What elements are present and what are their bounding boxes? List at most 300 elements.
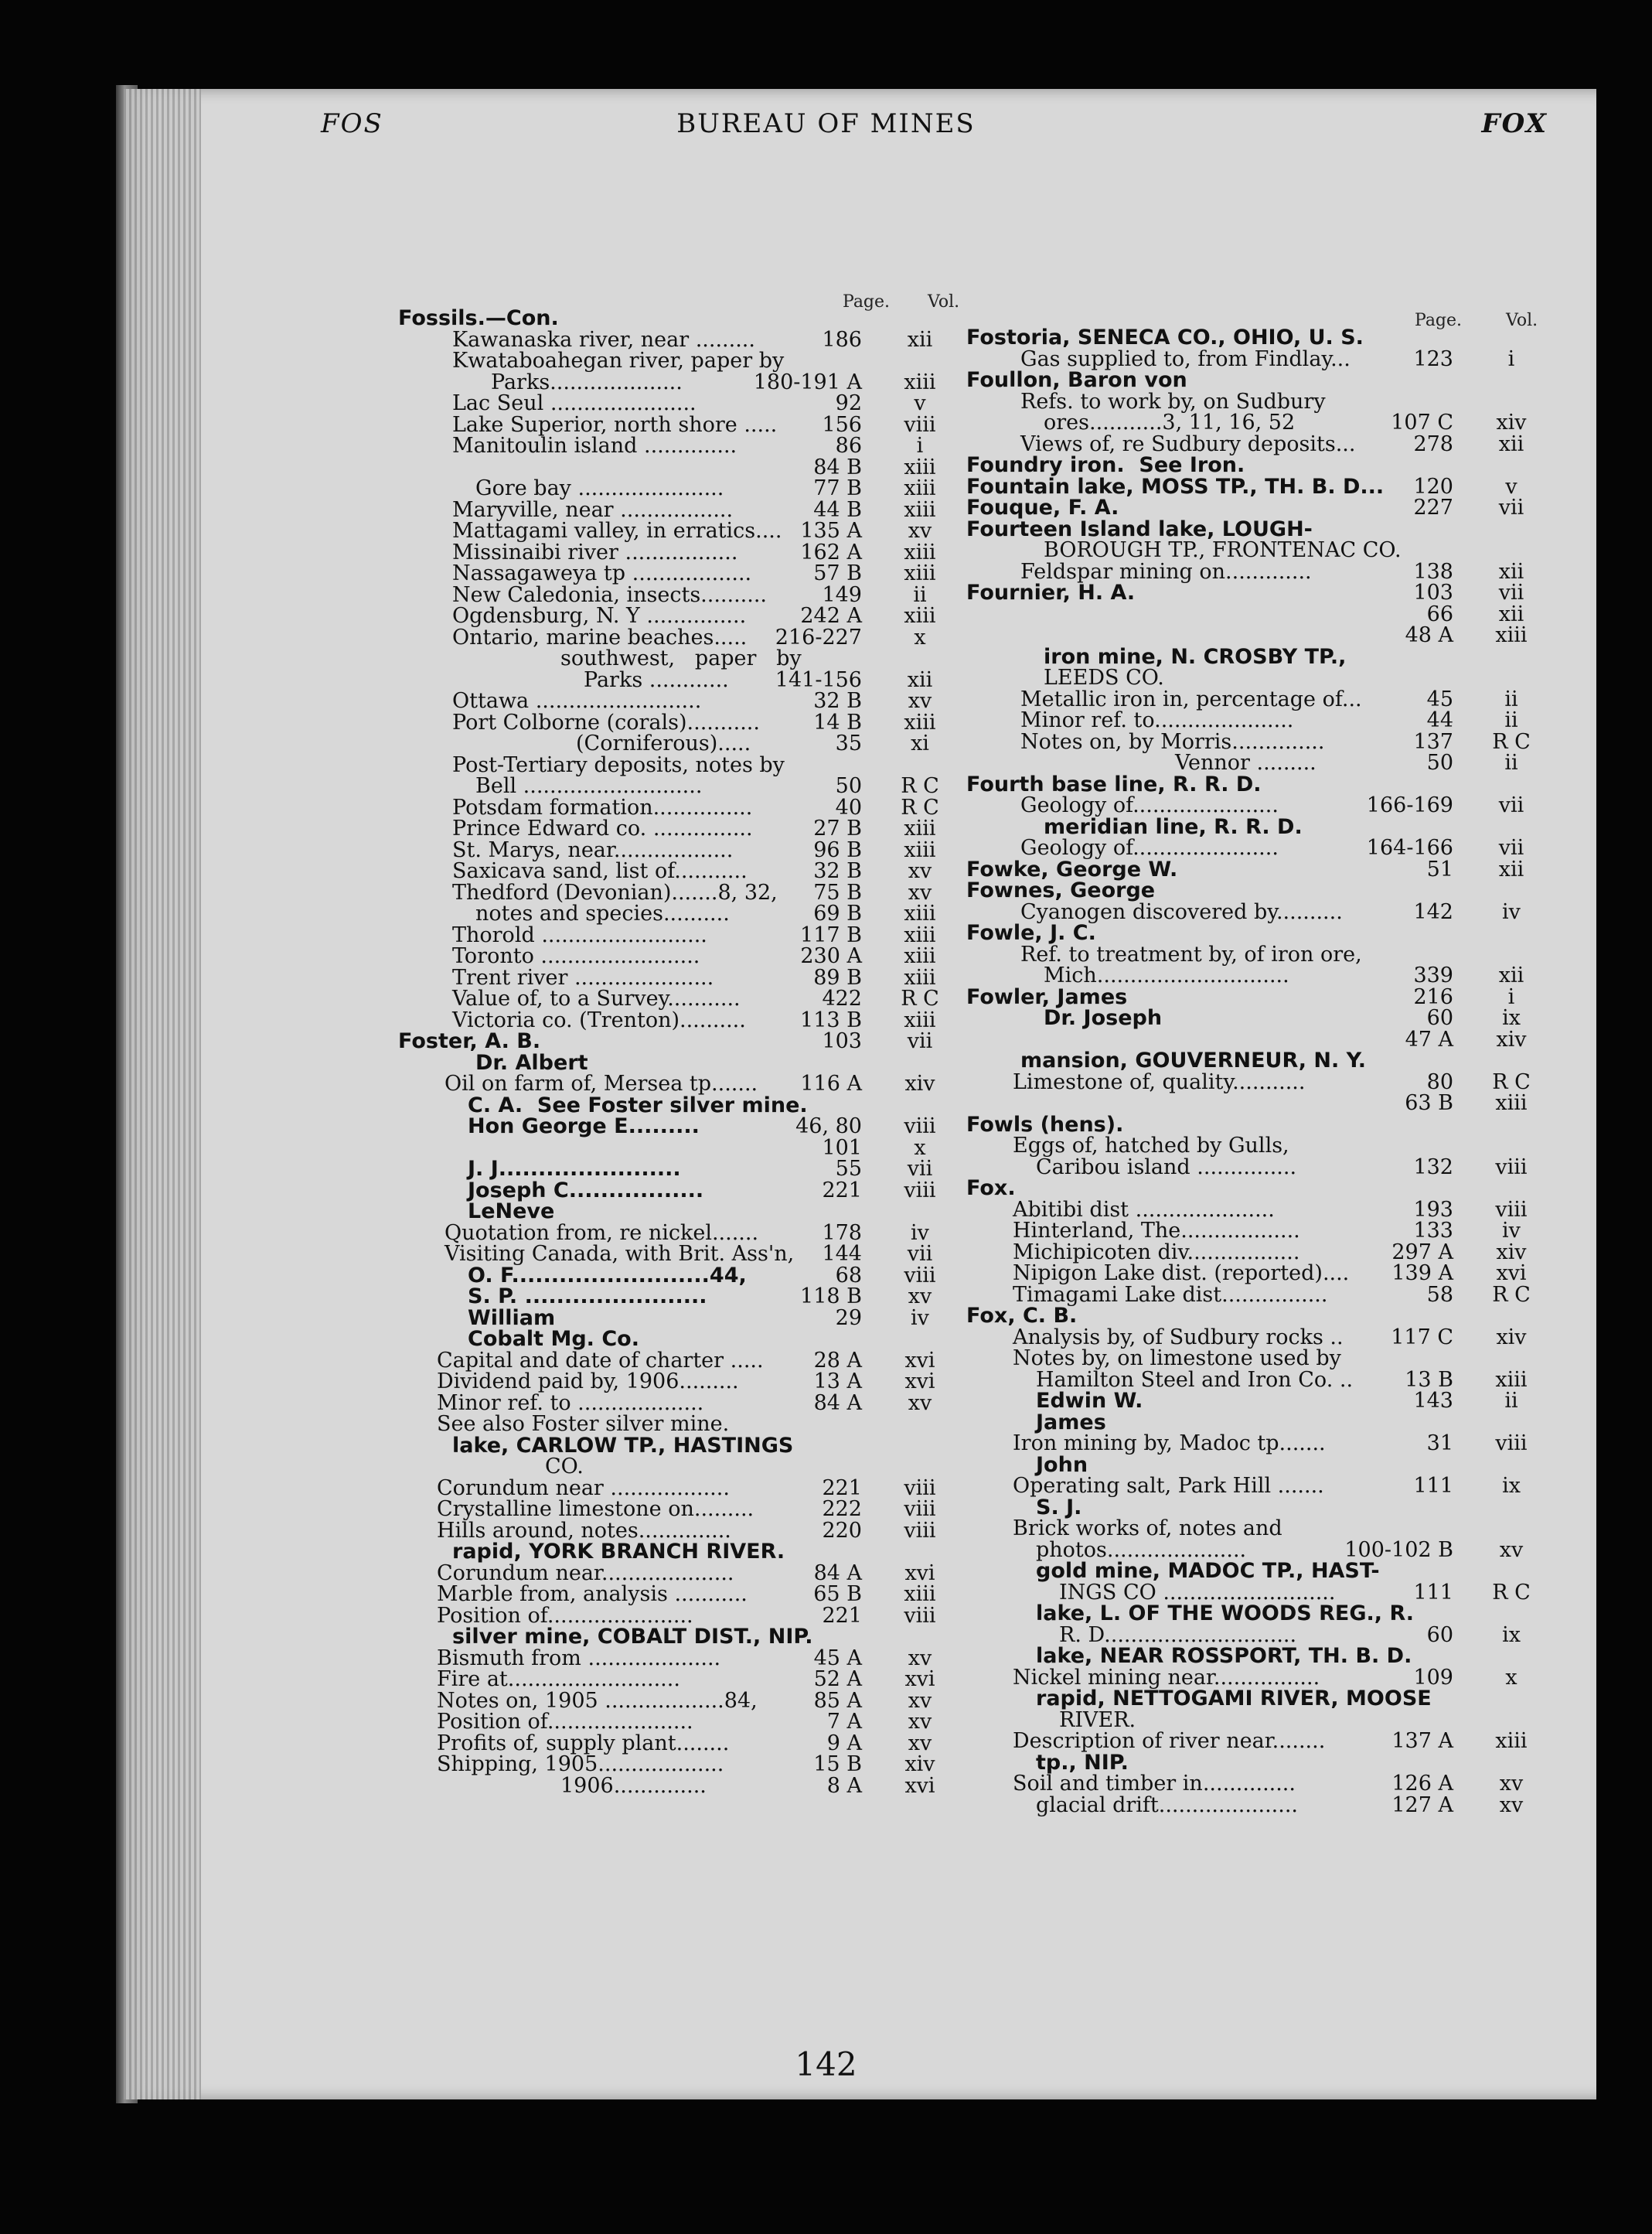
entry-volume: xiii — [904, 476, 936, 500]
index-entry — [966, 497, 1546, 519]
index-entry — [398, 393, 955, 414]
entry-page: 27 B — [813, 817, 862, 841]
index-entry — [398, 1095, 955, 1117]
entry-volume: xiv — [1496, 1325, 1527, 1349]
entry-text: Trent river ..................... — [452, 965, 714, 990]
index-entry — [398, 457, 955, 479]
entry-volume: xiii — [904, 604, 936, 628]
entry-text: Cyanogen discovered by.......... — [1020, 899, 1343, 924]
entry-volume: xiii — [904, 497, 936, 522]
entry-text: Caribou island ............... — [1036, 1155, 1297, 1179]
header-title: BUREAU OF MINES — [676, 108, 976, 139]
entry-volume: xii — [1498, 857, 1524, 882]
entry-text: Fox, C. B. — [966, 1304, 1078, 1328]
entry-page: 77 B — [813, 476, 862, 500]
page-gutter — [124, 89, 201, 2099]
entry-page: 13 A — [813, 1369, 862, 1393]
entry-text: Nickel mining near................ — [1013, 1665, 1320, 1690]
index-entry — [398, 1031, 955, 1052]
entry-page: 28 A — [813, 1348, 862, 1373]
entry-text: photos..................... — [1036, 1537, 1247, 1562]
entry-page: 86 — [835, 434, 862, 458]
entry-text: Hills around, notes.............. — [437, 1518, 731, 1543]
index-entry — [398, 582, 955, 607]
entry-text: Hon George E......... — [468, 1114, 700, 1138]
entry-page: 222 — [822, 1497, 862, 1521]
index-entry — [966, 1050, 1546, 1072]
index-entry — [966, 1752, 1546, 1774]
entry-volume: xv — [1499, 1772, 1524, 1796]
entry-page: 8 A — [826, 1773, 862, 1798]
entry-volume: xiii — [904, 817, 936, 841]
entry-volume: xiii — [1495, 1091, 1528, 1115]
index-entry — [398, 946, 955, 967]
index-entry — [966, 1792, 1546, 1817]
entry-page: 52 A — [813, 1667, 862, 1691]
entry-volume: vii — [1498, 496, 1524, 520]
index-entry — [966, 1475, 1546, 1497]
entry-text: Feldspar mining on............. — [1020, 559, 1312, 584]
index-entry — [398, 1286, 955, 1308]
entry-text: Potsdam formation............... — [452, 795, 753, 820]
entry-volume: i — [1507, 984, 1515, 1009]
index-entry — [966, 1667, 1546, 1689]
entry-page: 141-156 — [775, 667, 862, 692]
entry-volume: xiv — [1496, 1027, 1527, 1052]
entry-page: 186 — [822, 327, 862, 352]
entry-text: Ref. to treatment by, of iron ore, — [1020, 942, 1362, 967]
entry-text: Fowler, James — [966, 984, 1128, 1009]
entry-text: Bell ........................... — [475, 774, 703, 798]
entry-text: rapid, YORK BRANCH RIVER. — [452, 1540, 785, 1564]
entry-text: Geology of...................... — [1020, 793, 1279, 817]
entry-text: southwest, paper by — [560, 646, 802, 670]
index-entry — [966, 1284, 1546, 1306]
index-entry — [966, 1199, 1546, 1221]
entry-volume: iv — [1502, 1219, 1521, 1243]
entry-page: 57 B — [813, 561, 862, 585]
entry-page: 35 — [835, 732, 862, 755]
entry-text: Manitoulin island .............. — [452, 434, 737, 458]
entry-volume: ix — [1502, 1474, 1521, 1498]
index-entry — [398, 1390, 955, 1415]
entry-text: Ottawa ......................... — [452, 689, 702, 713]
entry-volume: xv — [908, 1710, 932, 1734]
entry-text: RIVER. — [1059, 1707, 1136, 1732]
entry-text: Ogdensburg, N. Y ............... — [452, 604, 747, 628]
entry-page: 118 B — [800, 1284, 862, 1308]
entry-text: New Caledonia, insects.......... — [452, 582, 768, 607]
entry-text: Fountain lake, MOSS TP., TH. B. D... — [966, 474, 1385, 499]
index-entry — [966, 899, 1546, 924]
index-entry — [398, 1305, 955, 1330]
entry-volume: xiv — [1496, 1240, 1527, 1264]
entry-page: 69 B — [813, 902, 862, 926]
entry-text: Foundry iron. See Iron. — [966, 453, 1245, 477]
entry-volume: xiv — [904, 1072, 935, 1096]
index-entry — [966, 519, 1546, 541]
entry-page: 133 — [1413, 1219, 1453, 1243]
index-entry — [966, 1157, 1546, 1178]
index-entry — [966, 1773, 1546, 1795]
entry-volume: xiii — [1495, 1367, 1528, 1392]
entry-text: Thorold ......................... — [452, 923, 707, 947]
index-entry — [398, 542, 955, 564]
index-entry — [966, 774, 1546, 796]
entry-text: Crystalline limestone on......... — [437, 1497, 754, 1521]
entry-page: 103 — [822, 1029, 862, 1053]
entry-text: Notes on, by Morris.............. — [1020, 729, 1325, 754]
entry-volume: xvi — [904, 1667, 935, 1691]
index-entry — [398, 1669, 955, 1690]
entry-text: LEEDS CO. — [1044, 666, 1164, 690]
entry-text: Position of...................... — [437, 1710, 693, 1734]
entry-volume: xiii — [1495, 1729, 1528, 1753]
entry-page: 75 B — [813, 880, 862, 905]
index-entry — [966, 1305, 1546, 1327]
entry-volume: xiii — [904, 561, 936, 585]
entry-text: O. F.........................44, — [468, 1263, 747, 1288]
entry-volume: i — [916, 434, 924, 458]
entry-text: Fossils.—Con. — [398, 306, 559, 330]
index-entry — [966, 1327, 1546, 1349]
entry-text: Vennor ......... — [1175, 751, 1316, 775]
index-entry — [398, 350, 955, 372]
entry-text: Fourteen Island lake, LOUGH- — [966, 517, 1313, 541]
entry-page: 44 B — [813, 497, 862, 522]
entry-volume: x — [914, 1135, 926, 1160]
index-entry — [398, 818, 955, 840]
entry-text: iron mine, N. CROSBY TP., — [1044, 644, 1347, 669]
index-entry — [398, 1560, 955, 1585]
entry-text: Geology of...................... — [1020, 836, 1279, 860]
entry-volume: xiii — [904, 965, 936, 990]
entry-page: 149 — [822, 582, 862, 607]
entry-text: Operating salt, Park Hill ....... — [1013, 1474, 1324, 1498]
entry-volume: xv — [908, 689, 932, 713]
entry-text: Nipigon Lake dist. (reported).... — [1013, 1261, 1350, 1285]
entry-page: 60 — [1426, 1006, 1453, 1030]
entry-volume: xiii — [904, 944, 936, 968]
index-entry — [966, 1242, 1546, 1264]
index-entry — [398, 648, 955, 670]
index-entry — [966, 476, 1546, 498]
entry-text: mansion, GOUVERNEUR, N. Y. — [1020, 1049, 1367, 1073]
entry-text: Lac Seul ...................... — [452, 391, 697, 415]
entry-text: Joseph C................. — [468, 1178, 704, 1202]
entry-volume: vii — [907, 1029, 933, 1053]
index-entry — [966, 1731, 1546, 1752]
entry-volume: viii — [904, 1497, 936, 1521]
entry-page: 117 C — [1391, 1325, 1453, 1349]
entry-volume: xii — [1498, 559, 1524, 584]
entry-page: 48 A — [1405, 623, 1453, 647]
entry-volume: xv — [908, 1284, 932, 1308]
index-entry — [966, 1220, 1546, 1242]
index-entry — [966, 1646, 1546, 1667]
entry-volume: xv — [1499, 1537, 1524, 1562]
entry-volume: viii — [1495, 1197, 1528, 1222]
entry-page: 32 B — [813, 859, 862, 883]
entry-text: C. A. See Foster silver mine. — [468, 1093, 808, 1117]
entry-page: 156 — [822, 412, 862, 437]
entry-page: 297 A — [1391, 1240, 1453, 1264]
entry-page: 111 — [1413, 1474, 1453, 1498]
entry-text: 1906.............. — [560, 1773, 707, 1798]
entry-text: Hinterland, The.................. — [1013, 1219, 1300, 1243]
entry-text: Fouque, F. A. — [966, 496, 1119, 520]
entry-volume: xv — [1499, 1792, 1524, 1817]
entry-page: 55 — [835, 1157, 862, 1181]
index-entry — [966, 346, 1546, 371]
index-entry — [966, 837, 1546, 859]
entry-text: Edwin W. — [1036, 1389, 1143, 1413]
entry-page: 80 — [1426, 1069, 1453, 1094]
entry-volume: ix — [1502, 1006, 1521, 1030]
entry-text: Post-Tertiary deposits, notes by — [452, 752, 785, 777]
index-entry — [966, 1178, 1546, 1199]
index-entry — [966, 604, 1546, 626]
index-entry — [398, 1775, 955, 1797]
entry-volume: xv — [908, 880, 932, 905]
entry-text: Maryville, near ................. — [452, 497, 734, 522]
index-entry — [398, 1137, 955, 1159]
entry-volume: xiv — [904, 1752, 935, 1776]
entry-page: 242 A — [800, 604, 862, 628]
entry-page: 111 — [1413, 1580, 1453, 1605]
index-entry — [966, 412, 1546, 434]
entry-page: 138 — [1413, 559, 1453, 584]
entry-text: Saxicava sand, list of........... — [452, 859, 748, 883]
entry-page: 46, 80 — [795, 1114, 862, 1138]
entry-page: 31 — [1426, 1431, 1453, 1455]
index-entry — [966, 965, 1546, 987]
entry-page: 221 — [822, 1603, 862, 1628]
entry-volume: xiii — [904, 1008, 936, 1032]
entry-text: Fostoria, SENECA CO., OHIO, U. S. — [966, 326, 1364, 350]
index-entry — [966, 1348, 1546, 1369]
entry-page: 50 — [835, 774, 862, 798]
index-entry — [966, 1560, 1546, 1582]
entry-page: 100-102 B — [1344, 1537, 1453, 1562]
index-entry — [966, 1582, 1546, 1604]
index-entry — [398, 797, 955, 819]
index-entry — [398, 1180, 955, 1202]
entry-volume: xiii — [904, 902, 936, 926]
index-entry — [966, 1069, 1546, 1094]
entry-volume: ii — [1504, 1389, 1518, 1413]
index-entry — [398, 1052, 955, 1074]
entry-text: BOROUGH TP., FRONTENAC CO. — [1044, 538, 1402, 562]
entry-text: gold mine, MADOC TP., HAST- — [1036, 1559, 1380, 1583]
entry-volume: xv — [908, 859, 932, 883]
index-entry — [398, 1243, 955, 1265]
entry-page: 227 — [1413, 496, 1453, 520]
entry-text: Nassagaweya tp .................. — [452, 561, 752, 585]
entry-volume: vii — [907, 1242, 933, 1266]
index-entry — [966, 391, 1546, 413]
entry-page: 66 — [1426, 602, 1453, 626]
entry-page: 63 B — [1405, 1091, 1453, 1115]
entry-volume: viii — [904, 1475, 936, 1500]
index-entry — [398, 563, 955, 585]
entry-page: 9 A — [826, 1731, 862, 1755]
entry-text: R. D............................. — [1059, 1622, 1297, 1647]
index-entry — [398, 478, 955, 500]
entry-volume: viii — [1495, 1431, 1528, 1455]
entry-text: Fownes, George — [966, 878, 1156, 902]
entry-page: 109 — [1413, 1665, 1453, 1690]
index-entry — [966, 1622, 1546, 1647]
entry-text: Fournier, H. A. — [966, 581, 1136, 605]
index-entry — [398, 1116, 955, 1137]
index-entry — [966, 1603, 1546, 1625]
entry-text: Michipicoten div................. — [1013, 1240, 1300, 1264]
entry-volume: xvi — [904, 1560, 935, 1585]
entry-volume: viii — [1495, 1155, 1528, 1179]
entry-volume: iv — [911, 1305, 929, 1330]
index-entry — [398, 1733, 955, 1755]
entry-text: Fire at.......................... — [437, 1667, 680, 1691]
entry-volume: ix — [1502, 1622, 1521, 1647]
entry-text: Dr. Albert — [475, 1050, 588, 1075]
entry-page: 144 — [822, 1242, 862, 1266]
index-entry — [398, 988, 955, 1010]
index-entry — [966, 625, 1546, 646]
index-entry — [966, 1412, 1546, 1434]
entry-volume: i — [1507, 346, 1515, 371]
entry-text: Value of, to a Survey........... — [452, 987, 741, 1011]
entry-volume: R C — [901, 795, 939, 820]
entry-volume: viii — [904, 1263, 936, 1288]
entry-volume: v — [1505, 474, 1517, 499]
entry-page: 162 A — [800, 540, 862, 564]
index-entry — [966, 1114, 1546, 1136]
entry-text: Dr. Joseph — [1044, 1006, 1163, 1030]
entry-page: 132 — [1413, 1155, 1453, 1179]
entry-text: Fowke, George W. — [966, 857, 1178, 882]
entry-text: meridian line, R. R. D. — [1044, 814, 1303, 839]
index-entry — [398, 1435, 955, 1457]
index-entry — [398, 329, 955, 351]
index-entry — [398, 1265, 955, 1287]
entry-text: Missinaibi river ................. — [452, 540, 738, 564]
entry-volume: xvi — [904, 1348, 935, 1373]
index-entry — [398, 1690, 955, 1712]
index-entry — [398, 372, 955, 394]
index-entry — [398, 667, 955, 692]
entry-volume: xii — [1498, 964, 1524, 987]
entry-text: Prince Edward co. ............... — [452, 817, 753, 841]
index-entry — [398, 1475, 955, 1500]
entry-text: St. Marys, near.................. — [452, 837, 734, 862]
entry-text: Oil on farm of, Mersea tp....... — [445, 1072, 758, 1096]
index-entry — [398, 1648, 955, 1670]
index-entry — [398, 1073, 955, 1095]
entry-text: Fowls (hens). — [966, 1112, 1124, 1137]
entry-text: Kawanaska river, near ......... — [452, 327, 755, 352]
entry-volume: viii — [904, 1518, 936, 1543]
entry-text: S. P. ....................... — [468, 1284, 707, 1308]
entry-text: Timagami Lake dist................ — [1013, 1282, 1328, 1307]
left-index-column — [398, 308, 955, 1796]
entry-text: Views of, re Sudbury deposits... — [1020, 431, 1356, 456]
index-entry — [966, 1369, 1546, 1391]
entry-volume: xv — [908, 519, 932, 543]
entry-page: 101 — [822, 1135, 862, 1160]
entry-page: 220 — [822, 1518, 862, 1543]
entry-page: 89 B — [813, 965, 862, 990]
entry-volume: xiii — [904, 837, 936, 862]
entry-text: William — [468, 1305, 556, 1330]
index-entry — [398, 1541, 955, 1563]
entry-text: Shipping, 1905................... — [437, 1752, 724, 1776]
entry-text: Corundum near.................... — [437, 1560, 734, 1585]
entry-volume: xiii — [904, 540, 936, 564]
entry-text: Victoria co. (Trenton).......... — [452, 1008, 746, 1032]
entry-text: Capital and date of charter ..... — [437, 1348, 764, 1373]
index-entry — [966, 1688, 1546, 1710]
entry-text: Ontario, marine beaches..... — [452, 625, 748, 650]
entry-text: lake, L. OF THE WOODS REG., R. — [1036, 1601, 1414, 1625]
entry-volume: viii — [904, 412, 936, 437]
entry-page: 47 A — [1405, 1027, 1453, 1052]
index-entry — [398, 1711, 955, 1733]
entry-page: 65 B — [813, 1582, 862, 1606]
index-entry — [966, 582, 1546, 604]
entry-text: Foullon, Baron von — [966, 368, 1187, 392]
entry-volume: viii — [904, 1178, 936, 1202]
entry-text: lake, CARLOW TP., HASTINGS — [452, 1433, 794, 1458]
index-entry — [398, 837, 955, 862]
entry-page: 193 — [1413, 1197, 1453, 1222]
entry-text: silver mine, COBALT DIST., NIP. — [452, 1625, 813, 1649]
right-page-heading: Page. — [1415, 311, 1463, 330]
index-entry — [398, 435, 955, 457]
entry-text: Fox. — [966, 1176, 1016, 1200]
entry-text: Notes by, on limestone used by — [1013, 1346, 1341, 1370]
entry-page: 216 — [1413, 984, 1453, 1009]
entry-text: Port Colborne (corals)........... — [452, 710, 760, 735]
entry-volume: ii — [1504, 708, 1518, 732]
entry-page: 51 — [1426, 857, 1453, 882]
entry-text: Hamilton Steel and Iron Co. .. — [1036, 1367, 1354, 1392]
entry-volume: xii — [1498, 431, 1524, 456]
entry-page: 221 — [822, 1178, 862, 1202]
index-entry — [398, 967, 955, 989]
entry-text: Position of...................... — [437, 1603, 693, 1628]
index-entry — [398, 497, 955, 522]
entry-page: 135 A — [800, 519, 862, 543]
entry-page: 178 — [822, 1220, 862, 1245]
entry-volume: xiii — [1495, 623, 1528, 647]
entry-page: 142 — [1413, 899, 1453, 924]
entry-page: 58 — [1426, 1282, 1453, 1307]
entry-page: 166-169 — [1366, 793, 1453, 817]
entry-text: Parks ............ — [584, 667, 729, 692]
entry-page: 44 — [1426, 708, 1453, 732]
entry-volume: viii — [904, 1114, 936, 1138]
entry-volume: iv — [911, 1220, 929, 1245]
index-entry — [398, 1328, 955, 1350]
index-entry — [966, 984, 1546, 1009]
entry-page: 14 B — [813, 710, 862, 735]
entry-text: Corundum near .................. — [437, 1475, 730, 1500]
index-entry — [966, 795, 1546, 817]
entry-page: 180-191 A — [753, 370, 862, 394]
entry-text: S. J. — [1036, 1495, 1082, 1519]
index-entry — [966, 540, 1546, 561]
